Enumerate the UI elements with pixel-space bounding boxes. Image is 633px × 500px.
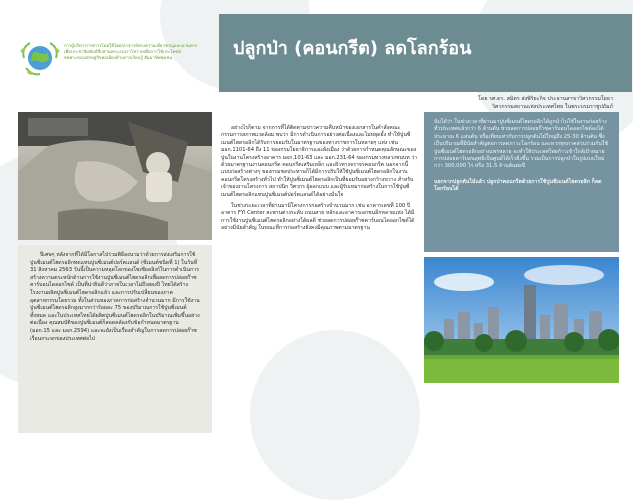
author-line: วิศวกรรมสถานแห่งประเทศไทย ในพระบรมราชูปถัมภ์: [492, 103, 613, 110]
main-text-column: [221, 125, 418, 237]
city-skyline-photo: [424, 257, 619, 383]
main-paragraph-1: อย่างไรก็ตาม จากการที่ได้ติดตามข่าวความคืบหน้าของเอกสารในคำสั่งคณะกรรมการสภาพแวดล้อม พบว่า มีการดำเนินการอย่างต่อเนื่องและไม่หยุดยั้ง ทำให้ปูนซีเมนต์ไฮดรอลิกได้รับการยอมรับในมาตรฐานของทางราชการในหลายๆ แห่ง เช่น มอก.1101-64 ถึง 11 ของกรมโยธาธิการและผังเมือง ว่าด้วยการกำหนดคุณลักษณะของปูนในงานโครงสร้างอาคาร มอก.101-63 และ มอก.231-64 ของกรมทางหลวงชนบท ว่าด้วยมาตรฐานงานคอนกรีต คอนกรีตเสริมเหล็ก และผิวทางจราจรคอนกรีต นอกจากนี้ แบบก่อสร้างต่างๆ ของกรมชลประทานก็ได้มีการปรับให้ใช้ปูนซีเมนต์ไฮดรอลิกในงานคอนกรีตโครงสร้างทั่วไป ทำให้ปูนซีเมนต์ไฮดรอลิกเป็นที่ยอมรับอย่างกว้างขวาง สำหรับเจ้าของงานโครงการ สถาปนิก วิศวกร ผู้ออกแบบ และผู้รับเหมาก่อสร้างในการใช้ปูนซีเมนต์ไฮดรอลิกแทนปูนซีเมนต์ปอร์ตแลนด์ได้อย่างมั่นใจ: [221, 125, 418, 198]
main-paragraph-2: ในช่วงระยะเวลาที่ผ่านมามีโครงการก่อสร้างจำนวนมาก เช่น อาคารเลขที่ 100 ปี อาคาร FYI Center สะพานต่างระดับ ถนนสาย หลักและอาคารเอกชนอีกหลายแห่ง ได้มีการใช้งานปูนซีเมนต์ไฮดรอลิกอย่างได้ผลดี ช่วยลดการปล่อยก๊าซคาร์บอนไดออกไซด์ได้อย่างมีนัยสำคัญ ในขณะที่การก่อสร้างยังคงมีคุณภาพตามมาตรฐาน: [221, 203, 415, 232]
org-line: การผู้บริหารราชการโดยใช้ไทย/อาจารย์ทรงความเชี่ยวชาญและนามทาง: [64, 44, 198, 49]
globe-logo-icon: [18, 38, 62, 78]
org-line: สหพาะของเศรษฐกิจพอเพียงด้านการเรียนรู้ สัมมาชีพชุมชน: [64, 56, 173, 62]
intro-paragraph: ปีเศษๆ หลังจากที่ได้มีโอกาสไปร่วมพิธีลงนามว่าด้วยการส่งเสริมการใช้ปูนซีเมนต์ไฮดรอลิกทดแทนปูนซีเมนต์ปอร์ตแลนด์ (ซีเมนต์ชนิดที่ 1) ในวันที่ 31 สิงหาคม 2563 วันนี้เป็นความหลุดโลกของโซเซียลลิงก์ในการดำเนินการสร้างความตระหนักด้านการใช้งานปูนซีเมนต์ไฮดรอลิกเพื่อลดการปล่อยก๊าซคาร์บอนไดออกไซด์ เป็นที่น่ายินดีว่าภายในเวลาไม่ถึงสองปี ไทยได้สร้างโรงงานผลิตปูนซีเมนต์ไฮดรอลิกแล้ว และการปรับเปลี่ยนของภาคอุตสาหกรรมโดยรวม ทั้งในส่วนของภาคการก่อสร้างจำนวนมาก มีการใช้งานปูนซีเมนต์ไฮดรอลิกสูงมากกว่าร้อยละ 75 ของปริมาณการใช้ปูนซีเมนต์ทั้งหมด และในประเทศไทยได้ผลิตปูนซีเมนต์ไฮดรอลิกในปริมาณเพิ่มขึ้นอย่างต่อเนื่อง คุณสมบัติของปูนซีเมนต์ก็สอดคล้องกับข้อกำหนดมาตรฐาน (มอก.15 และ มอก.2594) และจะยังเป็นเรื่องสำคัญในการลดการปล่อยก๊าซเรือนกระจกของประเทศต่อไป: [30, 252, 200, 342]
concrete-pouring-photo: [18, 112, 212, 240]
callout-text: นับได้ว่า ในช่วงเวลาที่ผ่านมาปูนซีเมนต์ไฮดรอลิกได้ถูกนำไปใช้ในงานก่อสร้างทั่วประเทศแล้วกว่า 6 ล้านตัน ช่วยลดการปล่อยก๊าซคาร์บอนไดออกไซด์ลงได้ประมาณ 6 แสนตัน หรือเทียบเท่ากับการปลูกต้นไม้ใหญ่ถึง 25-30 ล้านต้น ซึ่งเป็นปริมาณที่มีนัยสำคัญต่อการลดภาวะโลกร้อน และหากทุกภาคส่วนร่วมกันใช้ปูนซีเมนต์ไฮดรอลิกอย่างแพร่หลาย จะทำให้ประเทศไทยก้าวเข้าใกล้เป้าหมายการปล่อยคาร์บอนสุทธิเป็นศูนย์ได้เร็วยิ่งขึ้น รวมเป็นการปลูกป่าในรูปแบบใหม่กว่า 300,000 ไร่ หรือ 31.5 ล้านต้นต่อปี: [434, 119, 608, 170]
title-panel: [219, 14, 632, 92]
highlight-callout-box: [424, 112, 619, 252]
organization-name: [64, 44, 214, 63]
author-byline: [219, 96, 613, 111]
intro-text-panel: [18, 245, 212, 433]
decorative-circle-mid: [250, 330, 420, 500]
author-line: โดย รศ.ดร. สมิตร ส่งพิริยะกิจ ประธานสาขาวิศวกรรมโยธา: [478, 96, 613, 102]
org-line: เพื่อประชาสัมพันธ์สืบสานพระบรมราโชวาทเพื่อการใช้ประโยชน์: [64, 50, 181, 56]
article-title: ปลูกป่า (คอนกรีต) ลดโลกร้อน: [233, 38, 472, 59]
callout-highlight: นอกจากปลูกต้นไม้แล้ว ปลูกป่าคอนกรีตด้วยการใช้ปูนซีเมนต์ไฮดรอลิก ก็ลดโลกร้อนได้: [434, 178, 602, 193]
